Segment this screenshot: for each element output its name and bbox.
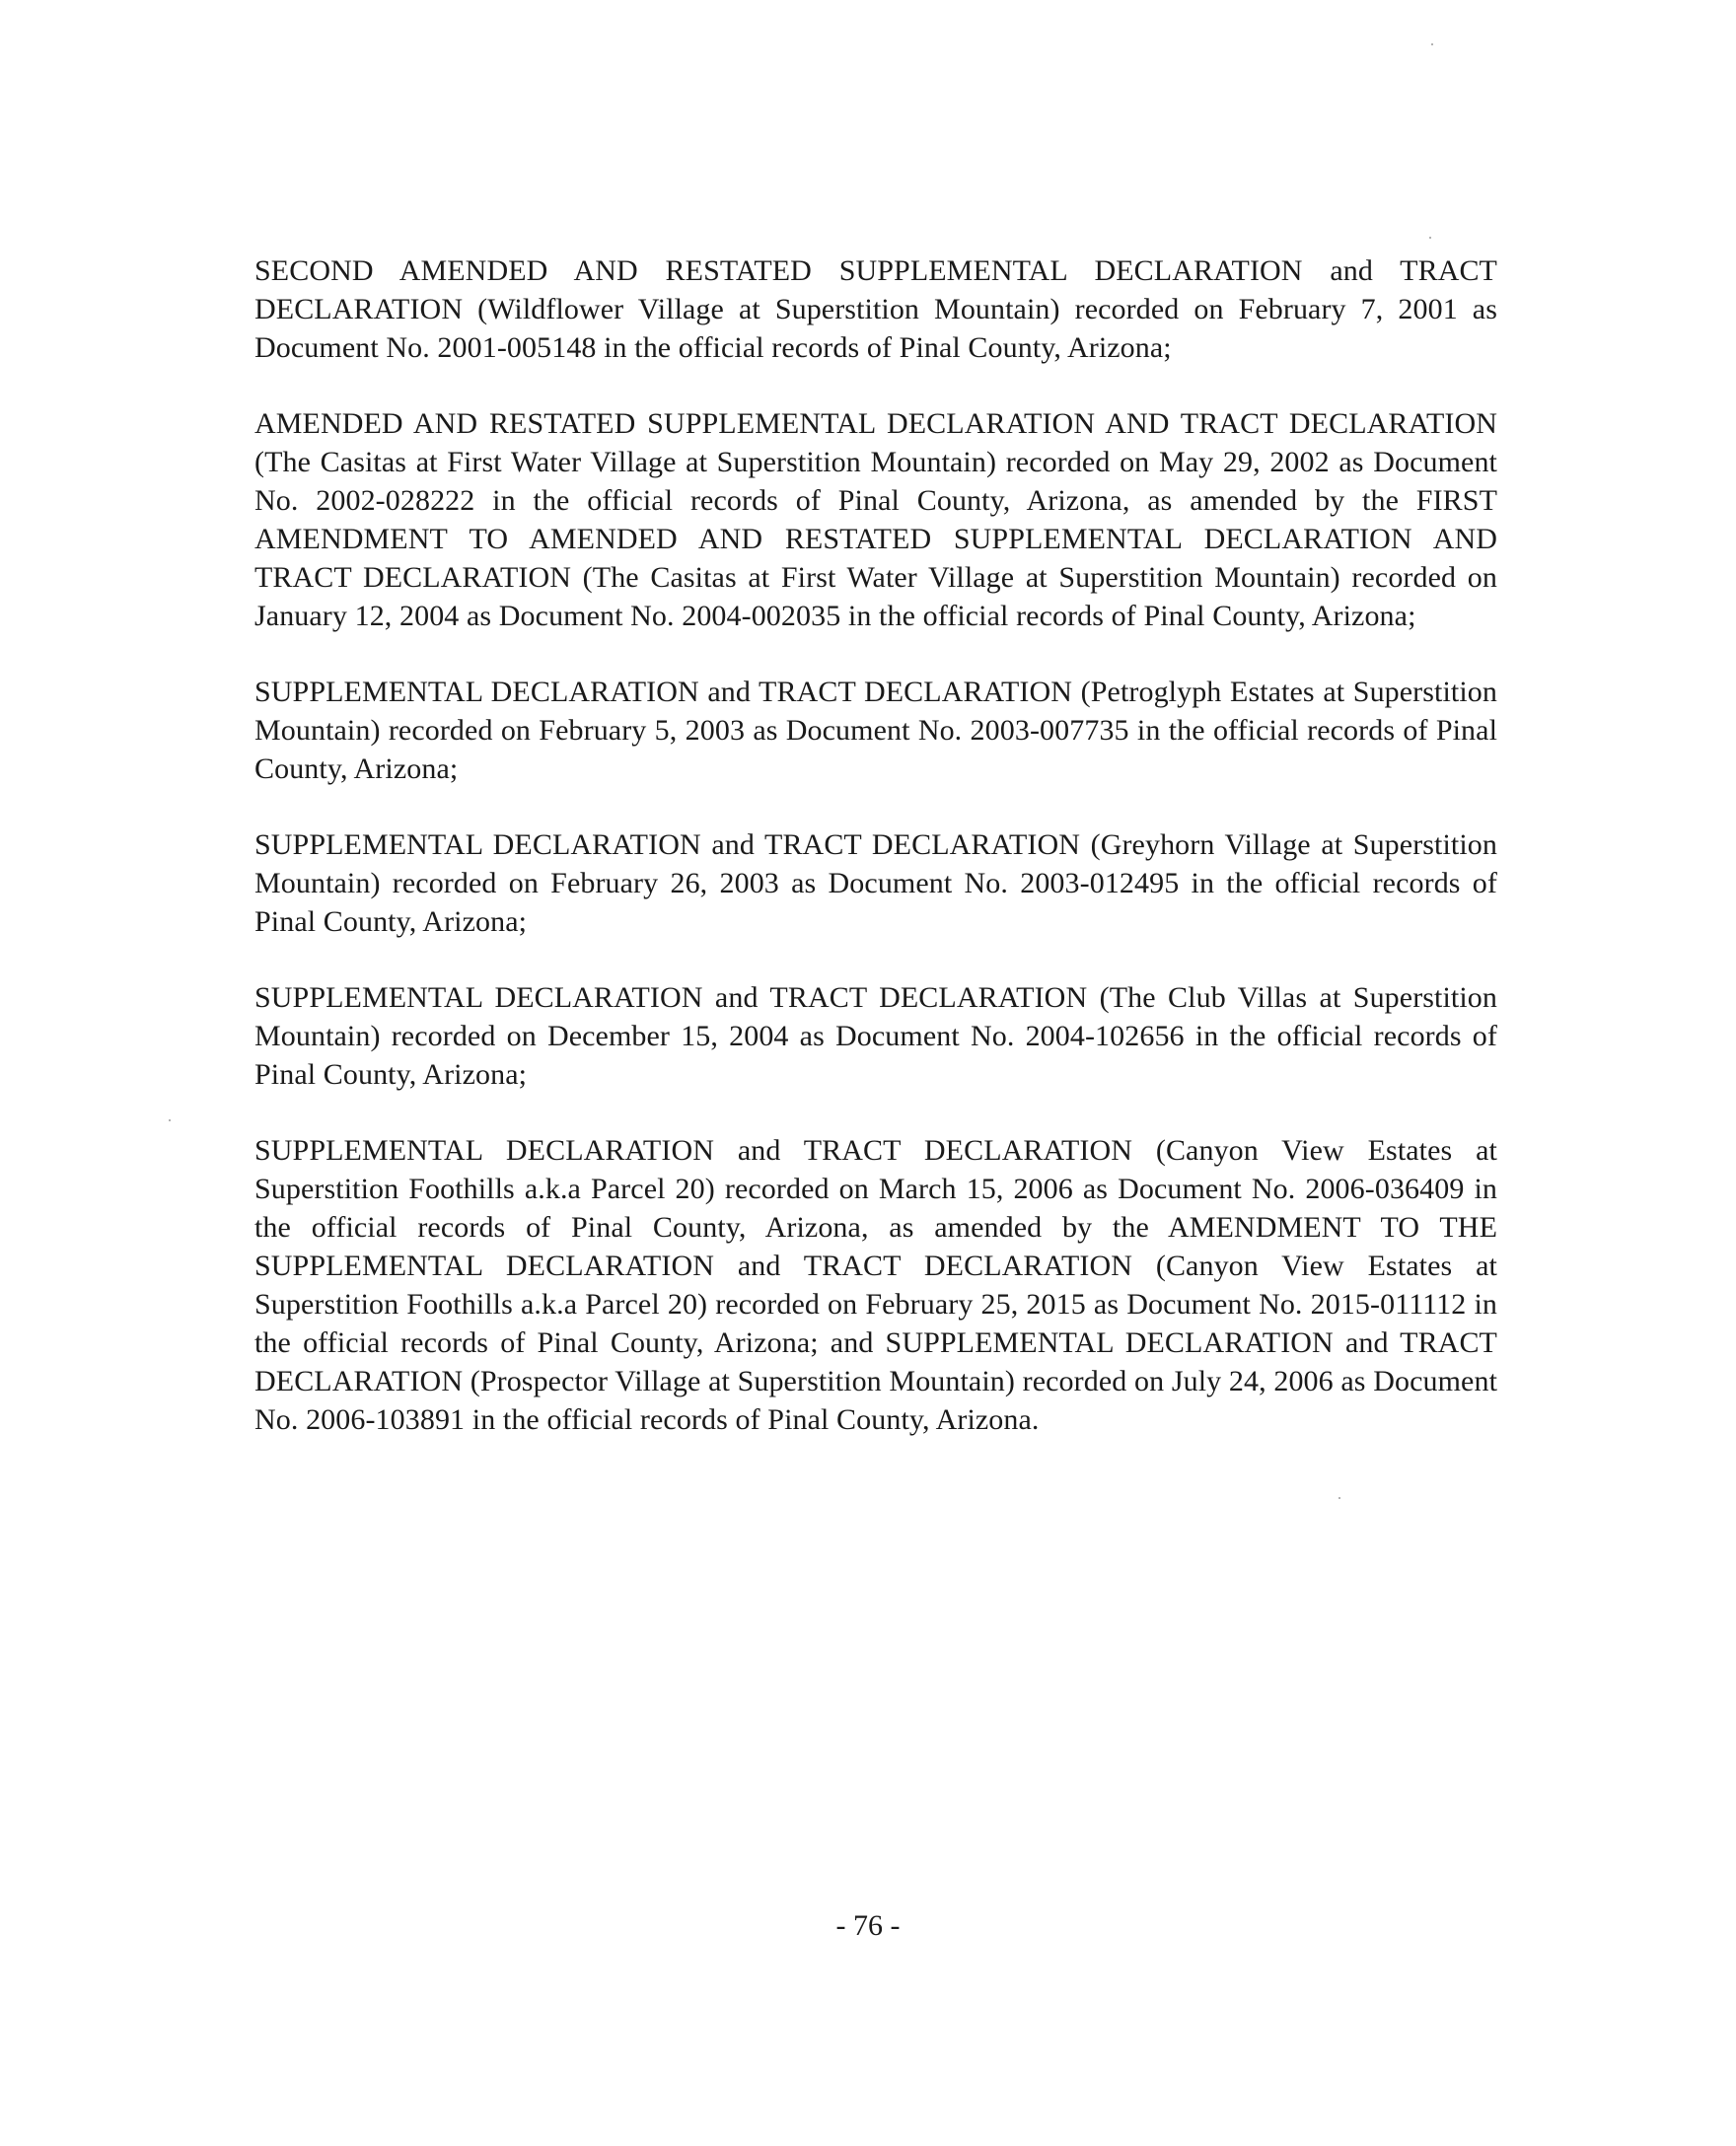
scan-speck <box>1431 43 1433 45</box>
paragraph-petroglyph-estates: SUPPLEMENTAL DECLARATION and TRACT DECLARATION (Petroglyph Estates at Superstition Mountain) recorded on February 5, 2003 as Document No. 2003-007735 in the official records of Pinal County, Arizona; <box>254 676 1497 785</box>
paragraph-wildflower-village: SECOND AMENDED AND RESTATED SUPPLEMENTAL DECLARATION and TRACT DECLARATION (Wildflower Village at Superstition Mountain) recorded on February 7, 2001 as Document No. 2001-005148 in the official records of Pinal County, Arizona; <box>254 254 1497 364</box>
scan-speck <box>169 1119 171 1121</box>
paragraph-greyhorn-village: SUPPLEMENTAL DECLARATION and TRACT DECLARATION (Greyhorn Village at Superstition Mountain) recorded on February 26, 2003 as Document No. 2003-012495 in the official records of Pinal County, Arizona; <box>254 828 1497 938</box>
paragraph-casitas-first-water: AMENDED AND RESTATED SUPPLEMENTAL DECLARATION AND TRACT DECLARATION (The Casitas at First Water Village at Superstition Mountain) recorded on May 29, 2002 as Document No. 2002-028222 in the official records of Pinal County, Arizona, as amended by the FIRST AMENDMENT TO AMENDED AND RESTATED SUPPLEMENTAL DECLARATION AND TRACT DECLARATION (The Casitas at First Water Village at Superstition Mountain) recorded on January 12, 2004 as Document No. 2004-002035 in the official records of Pinal County, Arizona; <box>254 407 1497 632</box>
paragraph-canyon-view-estates: SUPPLEMENTAL DECLARATION and TRACT DECLARATION (Canyon View Estates at Superstition Foothills a.k.a Parcel 20) recorded on March 15, 2006 as Document No. 2006-036409 in the official records of Pinal County, Arizona, as amended by the AMENDMENT TO THE SUPPLEMENTAL DECLARATION and TRACT DECLARATION (Canyon View Estates at Superstition Foothills a.k.a Parcel 20) recorded on February 25, 2015 as Document No. 2015-011112 in the official records of Pinal County, Arizona; and SUPPLEMENTAL DECLARATION and TRACT DECLARATION (Prospector Village at Superstition Mountain) recorded on July 24, 2006 as Document No. 2006-103891 in the official records of Pinal County, Arizona. <box>254 1134 1497 1436</box>
scan-speck <box>1338 1497 1340 1499</box>
page-number: - 76 - <box>835 1909 901 1942</box>
document-body <box>254 251 1497 1476</box>
paragraph-club-villas: SUPPLEMENTAL DECLARATION and TRACT DECLARATION (The Club Villas at Superstition Mountain) recorded on December 15, 2004 as Document No. 2004-102656 in the official records of Pinal County, Arizona; <box>254 981 1497 1091</box>
scan-speck <box>1429 237 1431 239</box>
